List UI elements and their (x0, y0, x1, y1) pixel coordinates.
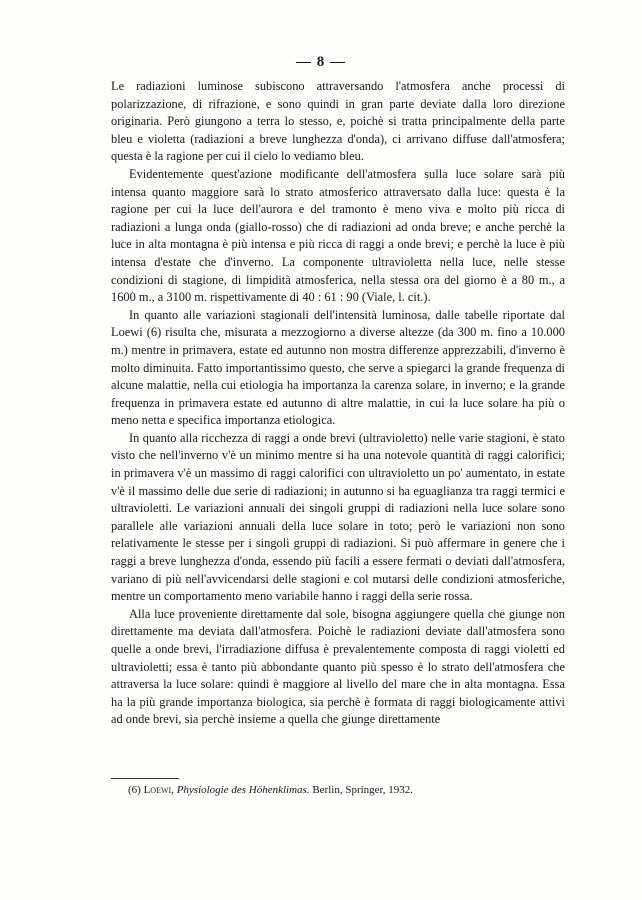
body-text (111, 78, 565, 729)
paragraph-3: In quanto alle variazioni stagionali dell'intensità luminosa, dalle tabelle riportate dal Loewi (6) risulta che, misurata a mezzogiorno a diverse altezze (da 300 m. fino a 10.000 m.) mentre in primavera, estate ed autunno non mostra differenze apprezzabili, d'inverno è molto diminuita. Fatto importantissimo questo, che serve a spiegarci la grande frequenza di alcune malattie, nella cui etiologia ha importanza la carenza solare, in inverno; e la grande frequenza in primavera estate ed autunno di altre malattie, in cui la luce solare ha più o meno netta e specifica importanza etiologica. (111, 307, 565, 428)
paragraph-2: Evidentemente quest'azione modificante dell'atmosfera sulla luce solare sarà più intensa quanto maggiore sarà lo strato atmosferico attraversato dalla luce: questa è la ragione per cui la luce dell'aurora e del tramonto è meno viva e molto più ricca di radiazioni a lunga onda (giallo-rosso) che di radiazioni ad onda breve; e anche perchè la luce in alta montagna è più intensa e più ricca di raggi a onde brevi; e perchè la luce è più intensa d'estate che d'inverno. La componente ultravioletta nella luce, nelle stesse condizioni di stagione, di limpidità atmosferica, nella stessa ora del giorno è a 80 m., a 1600 m., a 3100 m. rispettivamente di 40 : 61 : 90 (Viale, l. cit.). (111, 166, 565, 305)
paragraph-5: Alla luce proveniente direttamente dal sole, bisogna aggiungere quella che giunge non direttamente ma deviata dall'atmosfera. Poichè le radiazioni deviate dall'atmosfera sono quelle a onde brevi, l'irradiazione diffusa è prevalentemente composta di raggi violetti ed ultravioletti; essa è tanto più abbondante quanto più spesso è lo strato dell'atmosfera che attraversa la luce solare: quindi è maggiore al livello del mare che in alta montagna. Essa ha la più grande importanza biologica, sia perchè è formata di raggi biologicamente attivi ad onde brevi, sia perchè insieme a quella che giunge direttamente (111, 606, 565, 727)
footnote (128, 783, 565, 797)
page-number: — 8 — (296, 54, 346, 70)
paragraph-4: In quanto alla ricchezza di raggi a onde brevi (ultravioletto) nelle varie stagioni, è stato visto che nell'inverno v'è un minimo mentre si ha una notevole quantità di raggi calorifici; in primavera v'è un massimo di raggi calorifici con ultravioletto un po' aumentato, in estate v'è il massimo delle due serie di radiazioni; in autunno si ha eguaglianza tra raggi termici e ultravioletti. Le variazioni annuali dei singoli gruppi di radiazioni nella luce solare sono parallele alle variazioni annuali della luce solare in toto; però le variazioni non sono relativamente le stesse per i singoli gruppi di radiazioni. Si può affermare in genere che i raggi a breve lunghezza d'onda, essendo più facili a essere fermati o deviati dall'atmosfera, variano di più nell'avvicendarsi delle stagioni e col mutarsi delle condizioni atmosferiche, mentre un comportamento meno variabile hanno i raggi della serie rossa. (111, 430, 565, 604)
paragraph-1: Le radiazioni luminose subiscono attraversando l'atmosfera anche processi di polarizzazione, di rifrazione, e sono quindi in gran parte deviate dalla loro direzione originaria. Però giungono a terra lo stesso, e, poichè si tratta principalmente della parte bleu e violetta (radiazioni a breve lunghezza d'onda), ci arrivano diffuse dall'atmosfera; questa è la ragione per cui il cielo lo vediamo bleu. (111, 79, 565, 164)
footnote-work-title: Physiologie des Höhenklimas. (176, 784, 310, 796)
footnote-author: Loewi, (143, 784, 174, 796)
footnote-divider (111, 778, 179, 779)
footnote-marker: (6) (128, 784, 141, 796)
footnote-publication: Berlin, Springer, 1932. (312, 784, 414, 796)
